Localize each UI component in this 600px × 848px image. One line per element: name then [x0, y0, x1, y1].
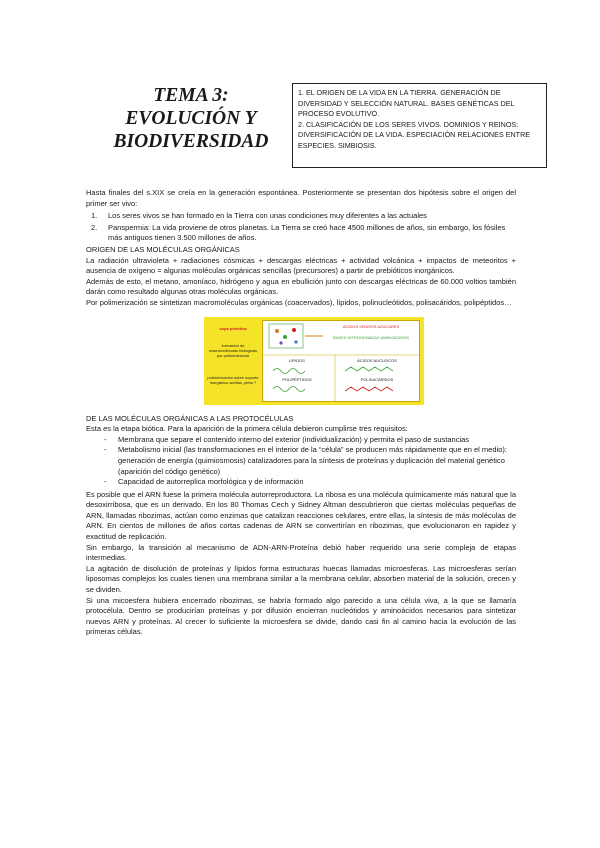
- hypothesis-item: [86, 223, 516, 244]
- dash-marker: -: [104, 434, 107, 444]
- paragraph: Sin embargo, la transición al mecanismo de ADN-ARN-Proteína debió haber requerido una serie compleja de etapas intermedias.: [86, 542, 516, 563]
- paragraph: Por polimerización se sintetizan macromoléculas orgánicas (coacervados), lípidos, polinucleótidos, polisacáridos, polipéptidos…: [86, 297, 512, 307]
- requirement-item: [86, 435, 516, 446]
- molecule-dot: [279, 341, 282, 344]
- requirement-item: [86, 477, 516, 488]
- hypothesis-number: 1.: [91, 211, 98, 221]
- figure-label-nucleic-acids: ÁCIDOS NUCLEICOS: [357, 357, 397, 363]
- figure-label-fatty-acids: ÁCIDOS GRASOS AZÚCARES: [342, 323, 400, 329]
- figure-label-bases: BASES NITROGENADAS AMINOÁCIDOS: [333, 334, 409, 340]
- lipid-chain: [273, 368, 305, 373]
- title-line-2: EVOLUCIÓN Y: [125, 108, 257, 129]
- polymerization-figure: [204, 317, 424, 405]
- requirement-item: [86, 445, 516, 477]
- topic-2: 2. CLASIFICACIÓN DE LOS SERES VIVOS. DOMINIOS Y REINOS: DIVERSIFICACIÓN DE LA VIDA. ESPECIACIÓN RELACIONES ENTRE ESPECIES. SIMBIOSIS.: [298, 119, 531, 150]
- requirements-list: [86, 435, 516, 488]
- section-heading-organic-molecules: ORIGEN DE LAS MOLÉCULAS ORGÁNICAS: [86, 244, 240, 254]
- molecule-dot: [283, 335, 287, 339]
- paragraph: Esta es la etapa biótica. Para la aparición de la primera célula debieron cumplirse tres requisitos:: [86, 424, 408, 434]
- figure-label-sopa: sopa primitiva: [219, 325, 247, 331]
- requirement-text: Capacidad de autorreplica morfológica y de información: [118, 477, 304, 487]
- dash-marker: -: [104, 445, 107, 455]
- title-line-3: BIODIVERSIDAD: [113, 131, 269, 152]
- polysaccharide-chain: [345, 387, 393, 391]
- molecule-dot: [275, 329, 279, 333]
- molecule-dot: [294, 340, 297, 343]
- requirement-text: Membrana que separe el contenido interno del exterior (individualización) y permita el paso de sustancias: [118, 434, 470, 444]
- dash-marker: -: [104, 477, 107, 487]
- molecule-dot: [292, 328, 296, 332]
- paragraph: La radiación ultravioleta + radiaciones cósmicas + descargas eléctricas + actividad volcánica + impactos de meteoritos + ausencia de oxígeno = algunas moléculas orgánicas sencillas (precursores) a partir de prebióticos inorgánicos.: [86, 255, 516, 276]
- hypothesis-text: Panspermia: La vida proviene de otros planetas. La Tierra se creó hace 4500 millones de años, sin embargo, los fósiles más antiguos tienen 3.500 millones de años.: [108, 222, 506, 243]
- figure-label-formation: formación de macromoléculas biológicas por polimerización: [208, 342, 258, 358]
- figure-label-polypeptides: POLIPÉPTIDOS: [282, 376, 312, 382]
- section-heading-protocells: DE LAS MOLÉCULAS ORGÁNICAS A LAS PROTOCÉLULAS: [86, 413, 294, 423]
- page-title: [96, 84, 286, 153]
- paragraph: Es posible que el ARN fuese la primera molécula autorreproductora. La ribosa es una molécula químicamente más natural que la desoxirribosa, que es un derivado. En los 80 Thomas Cech y Sidney Altman descubrieron que ciertas moléculas pequeñas de ARN, llamadas ribozimas, actúan como enzimas que catalizan reacciones celulares, entre ellas, la síntesis de más moléculas de ARN. En cientos de millones de años cortas cadenas de ARN se convertirían en ribozimas, que evolucionaron en rapidez y exactitud de replicación.: [86, 489, 516, 542]
- topics-box: [292, 83, 547, 168]
- hypotheses-list: [86, 211, 516, 244]
- figure-label-support: polimerización sobre soporte inorgánico arcillas, pirita ?: [207, 374, 259, 385]
- requirement-text: Metabolismo inicial (las transformaciones en el interior de la “célula” se producen más rápidamente que en el medio): generación de energía (quimiosmosis) catalizadores para la síntesis de proteínas y duplicación del material genético (aparición del código genético): [118, 445, 507, 476]
- hypothesis-number: 2.: [91, 222, 98, 232]
- figure-label-polysaccharides: POLISACÁRIDOS: [360, 376, 394, 382]
- hypothesis-text: Los seres vivos se han formado en la Tierra con unas condiciones muy diferentes a las actuales: [108, 211, 427, 221]
- paragraph: La agitación de disolución de proteínas y lípidos forma estructuras huecas llamadas microesferas. Las microesferas serían liposomas complejos los cuales tienen una membrana similar a la membrana celular, absorben material de la solución, crecen y se dividen.: [86, 563, 516, 595]
- intro-paragraph: Hasta finales del s.XIX se creía en la generación espontánea. Posteriormente se presentan dos hipótesis sobre el origen del primer ser vivo:: [86, 188, 516, 208]
- paragraph: Además de esto, el metano, amoníaco, hidrógeno y agua en ebullición junto con descargas eléctricas de 60.000 voltios también darán como resultado algunas otras moléculas orgánicas.: [86, 276, 516, 297]
- main-content: [86, 188, 516, 638]
- hypothesis-item: [86, 211, 516, 222]
- figure-label-lipids: LÍPIDOS: [289, 357, 305, 363]
- title-line-1: TEMA 3:: [153, 85, 229, 106]
- polypeptide-chain: [273, 386, 305, 391]
- topic-1: 1. EL ORIGEN DE LA VIDA EN LA TIERRA. GENERACIÓN DE DIVERSIDAD Y SELECCIÓN NATURAL. BASES GENÉTICAS DEL PROCESO EVOLUTIVO.: [298, 88, 515, 119]
- nucleic-acid-chain: [345, 367, 393, 371]
- figure-panel: [262, 320, 420, 402]
- paragraph: Si una micoesfera hubiera encerrado ribozimas, se habría formado algo parecido a una célula viva, a la que se llamaría protocélula. Dentro se producirían proteínas y por difusión encierran nucleótidos y aminoácidos necesarios para sintetizar nuevos ARN y proteínas. Al crecer lo suficiente la microesfera se divide, dando casi fin al camino hacia la evolución de las primeras células.: [86, 595, 516, 637]
